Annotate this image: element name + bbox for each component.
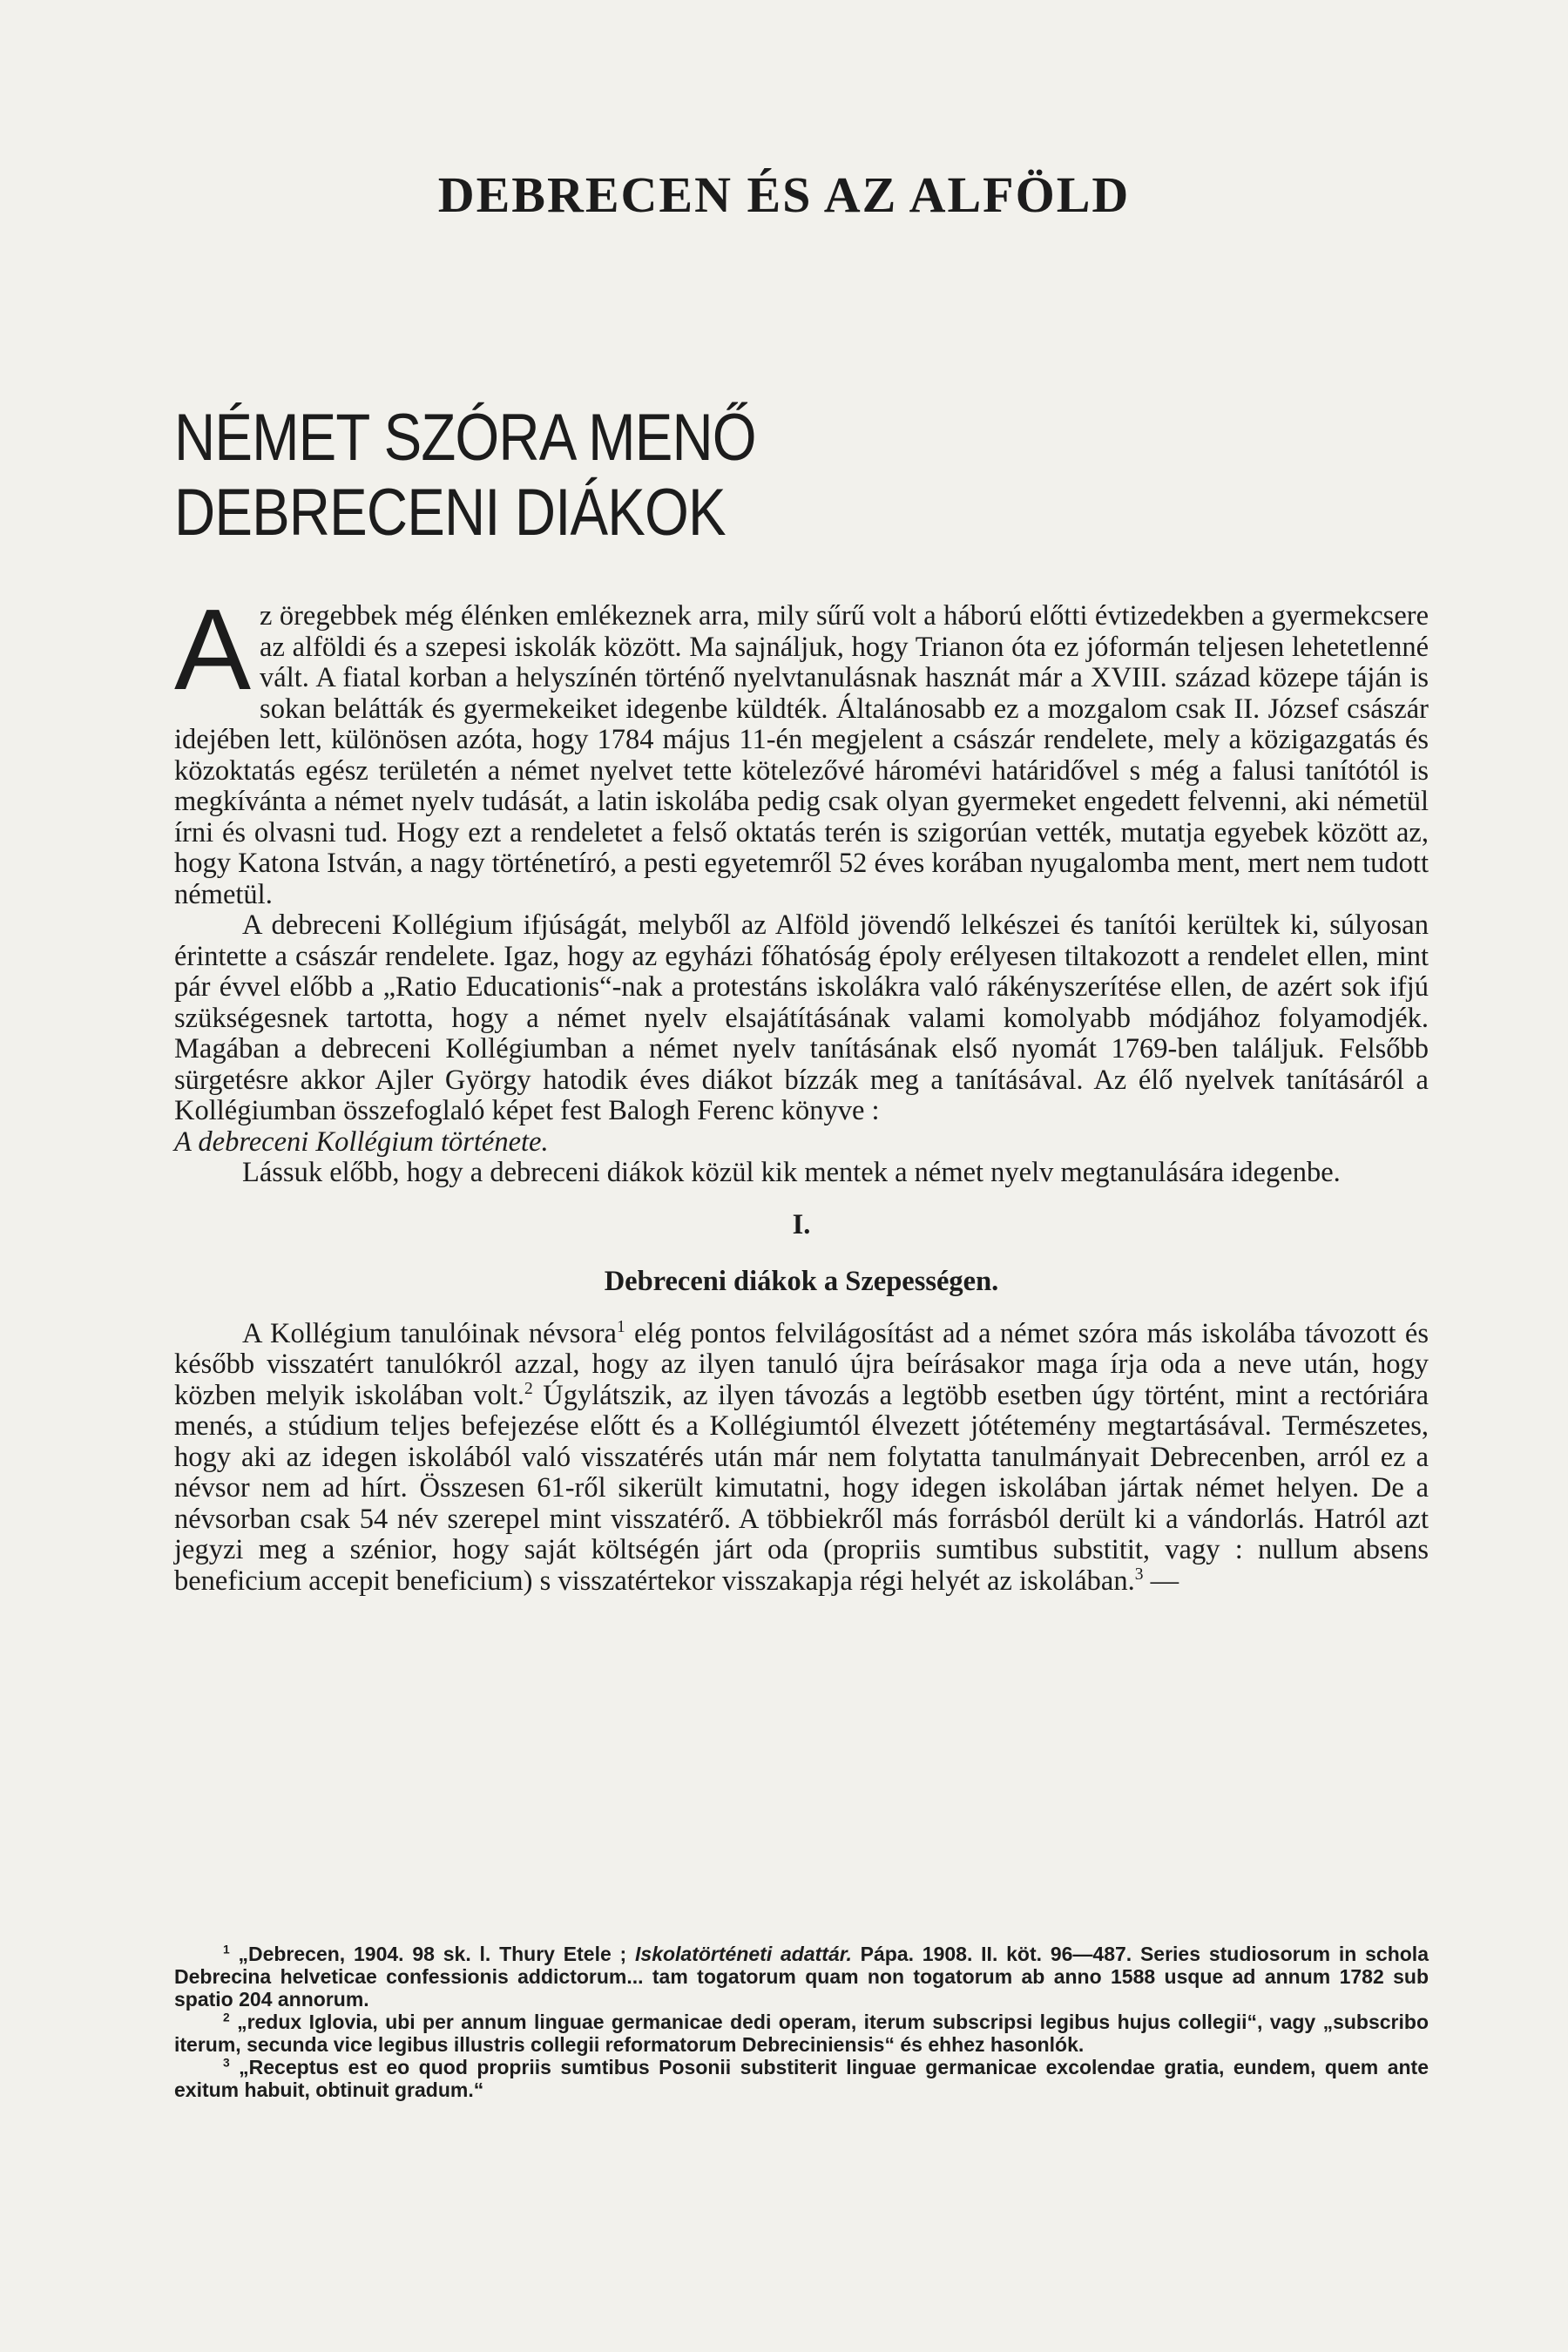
paragraph-1-text: z öregebbek még élénken emlékeznek arra, mily sűrű volt a háború előtti évtizedekben a gyermekcsere az alföldi és a szepesi iskolák között. Ma sajnáljuk, hogy Trianon óta ez jóformán teljesen lehetetlenné vált. A fiatal korban a helyszínén történő nyelvtanulásnak hasznát már a XVIII. század közepe táján is sokan belátták és gyermekeiket idegenbe küldték. Általánosabb ez a mozgalom csak II. József császár idejében lett, különösen azóta, hogy 1784 május 11-én megjelent a császár rendelete, mely a közigazgatás és közoktatás egész területén a német nyelvet tette kötelezővé háromévi határidővel s még a falusi tanítótól is megkívánta a német nyelv tudását, a latin iskolába pedig csak olyan gyermeket engedett felvenni, aki németül írni és olvasni tud. Hogy ezt a rendeletet a felső oktatás terén is szigorúan vették, mutatja egyebek között az, hogy Katona István, a nagy történetíró, a pesti egyetemről 52 éves korában nyugalomba ment, mert nem tudott németül. [174, 600, 1429, 910]
book-title-reference: A debreceni Kollégium története. [174, 1125, 549, 1158]
footnote-ref-2[interactable]: 2 [524, 1379, 533, 1398]
footnote-ref-1[interactable]: 1 [616, 1317, 625, 1336]
footnote-3-text: „Receptus est eo quod propriis sumtibus Posonii substiterit linguae germanicae excolendae gratia, eundem, quem ante exitum habuit, obtinuit gradum.“ [174, 2056, 1429, 2101]
footnote-2-text: „redux Iglovia, ubi per annum linguae germanicae dedi operam, iterum subscripsi legibus hujus collegii“, vagy „subscribo iterum, secunda vice legibus illustris collegii reformatorum Debreciniensis“ és ehhez hasonlók. [174, 2011, 1429, 2056]
paragraph-4-text-c: Úgylátszik, az ilyen távozás a legtöbb esetben úgy történt, mint a rectóriára menés, a stúdium teljes befejezése előtt és a Kollégiumtól élvezett jótétemény megtartásával. Természetes, hogy aki az idegen iskolából való visszatérés után már nem folytatta tanulmányait Debrecenben, arról ez a névsor nem ad hírt. Összesen 61-ről sikerült kimutatni, hogy idegen iskolában jártak német helyen. De a névsorban csak 54 név szerepel mint visszatérő. A többiekről más forrásból derült ki a vándorlás. Hatról azt jegyzi meg a szénior, hogy saját költségén járt oda (propriis sumtibus substitit, vagy : nullum absens beneficium accepit beneficium) s visszatértekor visszakapja régi helyét az iskolában. [174, 1379, 1429, 1597]
footnote-ref-3[interactable]: 3 [1134, 1565, 1144, 1584]
section-heading: Debreceni diákok a Szepességen. [604, 1266, 999, 1297]
article-title-line-1: NÉMET SZÓRA MENŐ [174, 401, 756, 475]
article-title-line-2: DEBRECENI DIÁKOK [174, 476, 726, 550]
drop-cap: A [174, 585, 252, 713]
footnote-3-mark: 3 [223, 2056, 230, 2070]
footnote-1 [174, 1943, 1429, 2011]
footnote-2 [174, 2011, 1429, 2056]
footnote-1-text-b: Pápa. 1908. II. köt. 96—487. Series studiosorum in schola Debrecina helveticae confessionis addictorum... tam togatorum quam non togatorum ab anno 1588 usque ad annum 1782 sub spatio 204 annorum. [174, 1943, 1429, 2011]
body-text [174, 585, 1429, 1597]
paragraph-4-text-a: A Kollégium tanulóinak névsora [242, 1317, 617, 1349]
paragraph-4-text-b: elég pontos felvilágosítást ad a német szóra más iskolába távozott és később visszatért tanulókról azzal, hogy az ilyen tanuló újra beírásakor maga írja oda a neve után, hogy közben melyik iskolában volt. [174, 1317, 1429, 1411]
footnote-3 [174, 2056, 1429, 2101]
footnote-1-mark: 1 [223, 1943, 230, 1957]
paragraph-4-text-d: — [1143, 1565, 1179, 1597]
paragraph-3: Lássuk előbb, hogy a debreceni diákok közül kik mentek a német nyelv megtanulására idegenbe. [242, 1157, 1341, 1188]
footnote-1-italic: Iskolatörténeti adattár. [635, 1943, 852, 1965]
article-title [174, 401, 756, 551]
section-number: I. [792, 1208, 811, 1240]
paragraph-2 [174, 910, 1429, 1158]
running-head: DEBRECEN ÉS AZ ALFÖLD [437, 166, 1131, 223]
footnote-2-mark: 2 [223, 2011, 230, 2024]
footnotes [174, 1943, 1429, 2101]
paragraph-1 [174, 585, 1429, 910]
paragraph-2-text: A debreceni Kollégium ifjúságát, melyből az Alföld jövendő lelkészei és tanítói kerültek ki, súlyosan érintette a császár rendelete. Igaz, hogy az egyházi főhatóság époly erélyesen tiltakozott a rendelet ellen, mint pár évvel előbb a „Ratio Educationis“-nak a protestáns iskolákra való rákényszerítése ellen, de azért sok ifjú szükségesnek tartotta, hogy a német nyelv elsajátításának valami komolyabb módjához folyamodjék. Magában a debreceni Kollégiumban a német nyelv tanításának első nyomát 1769-ben találjuk. Felsőbb sürgetésre akkor Ajler György hatodik éves diákot bízzák meg a tanításával. Az élő nyelvek tanításáról a Kollégiumban összefoglaló képet fest Balogh Ferenc könyve : [174, 909, 1429, 1126]
footnote-1-text-a: „Debrecen, 1904. 98 sk. l. Thury Etele ; [229, 1943, 636, 1965]
paragraph-4 [174, 1319, 1429, 1598]
